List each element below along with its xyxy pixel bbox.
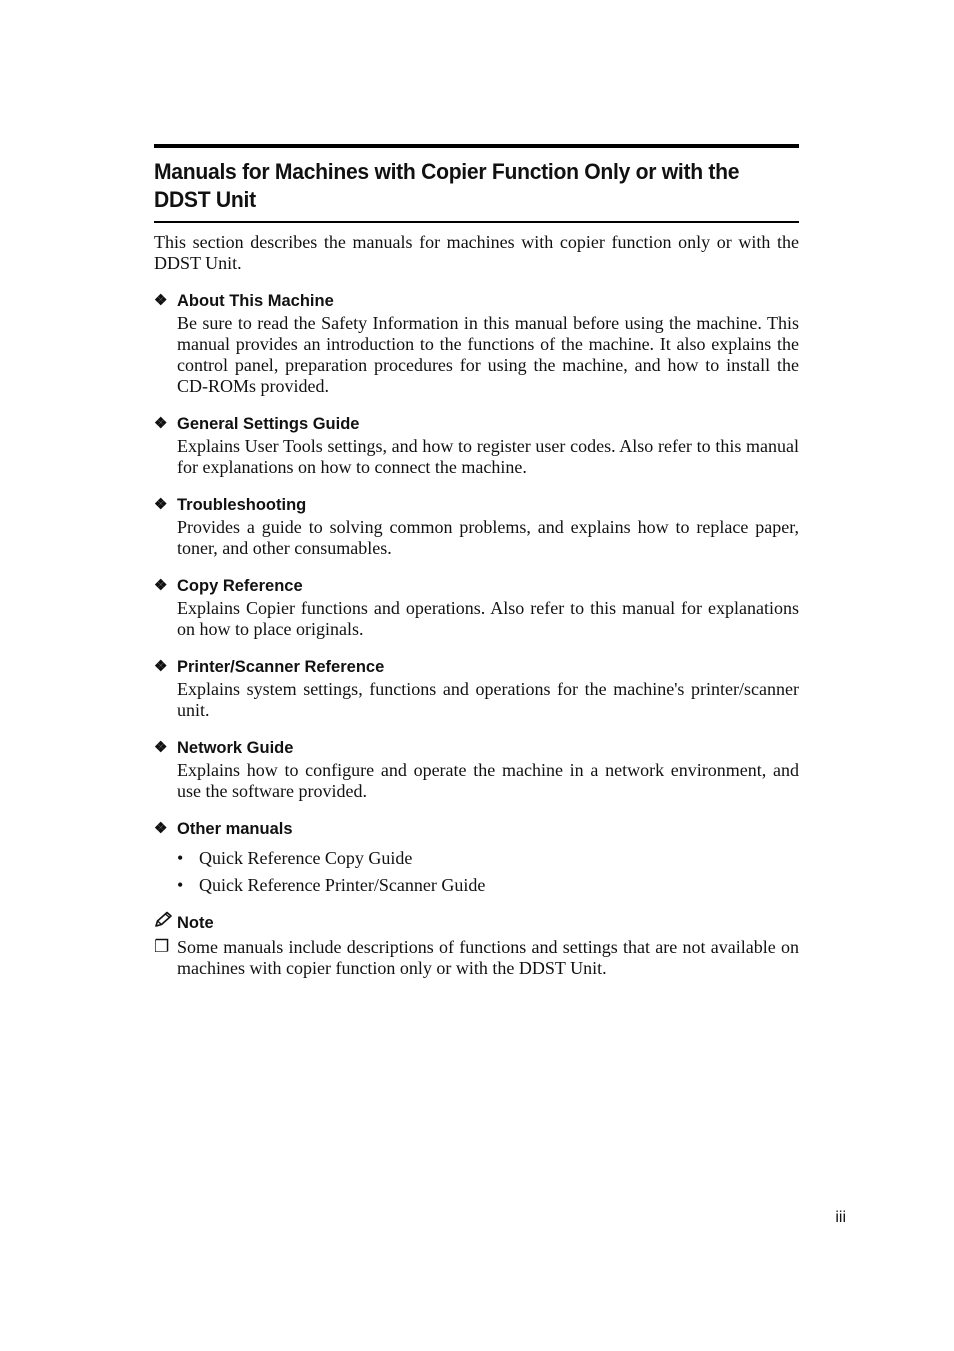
section-printer-scanner-reference (154, 656, 799, 721)
diamond-icon: ❖ (154, 496, 168, 513)
intro-paragraph: This section describes the manuals for machines with copier function only or with the DDST Unit. (154, 232, 799, 273)
section-heading: Copy Reference (177, 577, 303, 595)
section-other-manuals (154, 818, 799, 896)
section-about-this-machine (154, 290, 799, 397)
other-manuals-list (177, 848, 799, 896)
section-body: Be sure to read the Safety Information in this manual before using the machine. This manual provides an introduction to the functions of the machine. It also explains the control panel, preparation procedures for using the machine, and how to install the CD-ROMs provided. (177, 313, 799, 396)
section-heading: General Settings Guide (177, 415, 360, 433)
section-network-guide (154, 737, 799, 802)
diamond-icon: ❖ (154, 577, 168, 594)
pencil-icon (154, 911, 177, 934)
page-title-line2: DDST Unit (154, 187, 256, 212)
title-rule-bottom (154, 221, 799, 223)
section-copy-reference (154, 575, 799, 640)
bullet-icon: • (177, 848, 184, 868)
diamond-icon: ❖ (154, 739, 168, 756)
diamond-icon: ❖ (154, 415, 168, 432)
section-heading: Other manuals (177, 820, 293, 838)
page-content (154, 144, 799, 979)
page-number: iii (835, 1209, 846, 1226)
diamond-icon: ❖ (154, 658, 168, 675)
list-item: • Quick Reference Copy Guide (177, 848, 413, 868)
page-title-line1: Manuals for Machines with Copier Function Only or with the (154, 159, 740, 184)
title-rule-top (154, 144, 799, 148)
diamond-icon: ❖ (154, 292, 168, 309)
section-body: Provides a guide to solving common problems, and explains how to replace paper, toner, and other consumables. (177, 517, 799, 558)
page-title (154, 158, 773, 214)
section-troubleshooting (154, 494, 799, 559)
section-general-settings-guide (154, 413, 799, 478)
note-heading: Note (154, 911, 799, 934)
note-item (154, 937, 799, 979)
section-heading: About This Machine (177, 292, 334, 310)
section-body: Explains how to configure and operate the machine in a network environment, and use the software provided. (177, 760, 799, 801)
note-text: Some manuals include descriptions of functions and settings that are not available on machines with copier function only or with the DDST Unit. (177, 937, 799, 978)
list-item: • Quick Reference Printer/Scanner Guide (177, 875, 486, 895)
section-body: Explains Copier functions and operations. Also refer to this manual for explanations on how to place originals. (177, 598, 799, 639)
section-heading: Network Guide (177, 739, 294, 757)
section-body: Explains User Tools settings, and how to register user codes. Also refer to this manual for explanations on how to connect the machine. (177, 436, 799, 477)
checkbox-icon: ❐ (154, 937, 170, 957)
section-body: Explains system settings, functions and operations for the machine's printer/scanner unit. (177, 679, 799, 720)
section-heading: Troubleshooting (177, 496, 307, 514)
diamond-icon: ❖ (154, 820, 168, 837)
section-heading: Printer/Scanner Reference (177, 658, 385, 676)
bullet-icon: • (177, 875, 184, 895)
